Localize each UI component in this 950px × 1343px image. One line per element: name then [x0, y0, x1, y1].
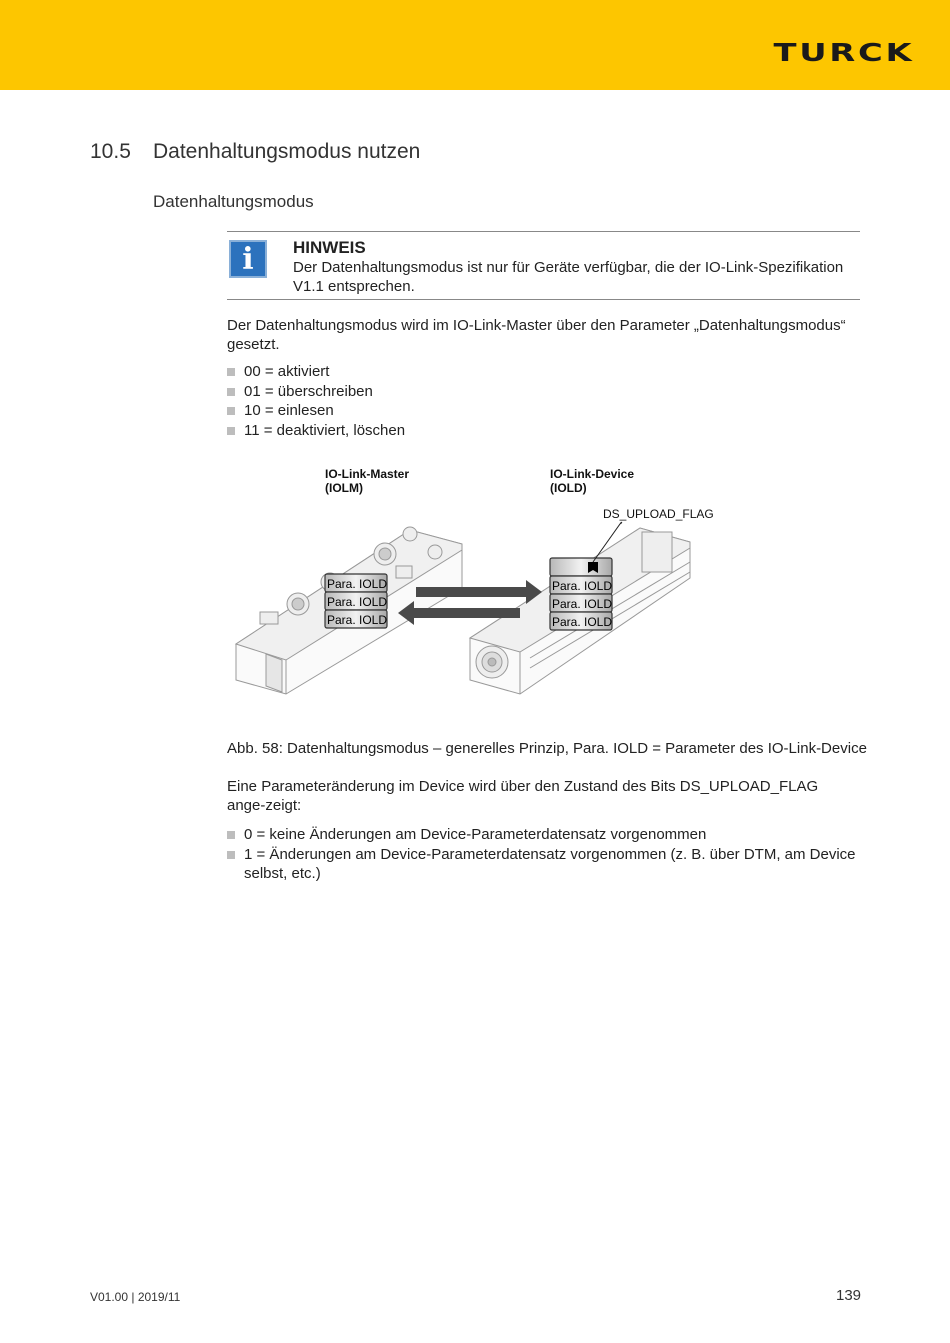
- upload-flag-label: DS_UPLOAD_FLAG: [603, 507, 714, 521]
- figure-caption: Abb. 58: Datenhaltungsmodus – generelles Prinzip, Para. IOLD = Parameter des IO-Link-Device: [227, 740, 867, 757]
- subheading: Datenhaltungsmodus: [153, 192, 314, 211]
- stack-label: Para. IOLD: [552, 579, 613, 593]
- list-item: 00 = aktiviert: [227, 362, 857, 382]
- master-label: IO-Link-Master: [325, 467, 410, 481]
- list-item: 11 = deaktiviert, löschen: [227, 421, 857, 441]
- stack-label: Para. IOLD: [552, 615, 613, 629]
- page-number: 139: [836, 1287, 862, 1304]
- master-label-abbr: (IOLM): [325, 481, 363, 495]
- stack-label: Para. IOLD: [327, 613, 388, 627]
- stack-label: Para. IOLD: [552, 597, 613, 611]
- mode-list: [227, 362, 857, 440]
- section-title: Datenhaltungsmodus nutzen: [153, 140, 421, 163]
- paragraph-mode-setting: Der Datenhaltungsmodus wird im IO-Link-Master über den Parameter „Datenhaltungsmodus“ gesetzt.: [227, 317, 846, 353]
- notice-bottom-rule: [227, 299, 860, 300]
- flag-list: [227, 825, 857, 884]
- iolm-parameter-stack: [325, 574, 387, 628]
- turck-logo: TURCK: [773, 38, 914, 67]
- section-number: 10.5: [90, 140, 131, 163]
- list-item: 0 = keine Änderungen am Device-Parameterdatensatz vorgenommen: [227, 825, 857, 845]
- iold-parameter-stack: [550, 522, 622, 630]
- stack-label: Para. IOLD: [327, 577, 388, 591]
- device-label-abbr: (IOLD): [550, 481, 587, 495]
- stack-label: Para. IOLD: [327, 595, 388, 609]
- notice-top-rule: [227, 231, 860, 232]
- notice-text: Der Datenhaltungsmodus ist nur für Geräte verfügbar, die der IO-Link-Spezifikation V1.1 entsprechen.: [293, 259, 844, 295]
- list-item: 10 = einlesen: [227, 401, 857, 421]
- notice-title: HINWEIS: [293, 238, 366, 257]
- data-storage-figure: [230, 462, 730, 707]
- list-item: 01 = überschreiben: [227, 382, 857, 402]
- footer-version: V01.00 | 2019/11: [90, 1290, 181, 1304]
- device-label: IO-Link-Device: [550, 467, 635, 481]
- paragraph-upload-flag: Eine Parameteränderung im Device wird über den Zustand des Bits DS_UPLOAD_FLAG ange-zeigt:: [227, 778, 819, 814]
- info-icon: i: [229, 240, 267, 278]
- list-item: 1 = Änderungen am Device-Parameterdatensatz vorgenommen (z. B. über DTM, am Device selbst, etc.): [227, 845, 857, 884]
